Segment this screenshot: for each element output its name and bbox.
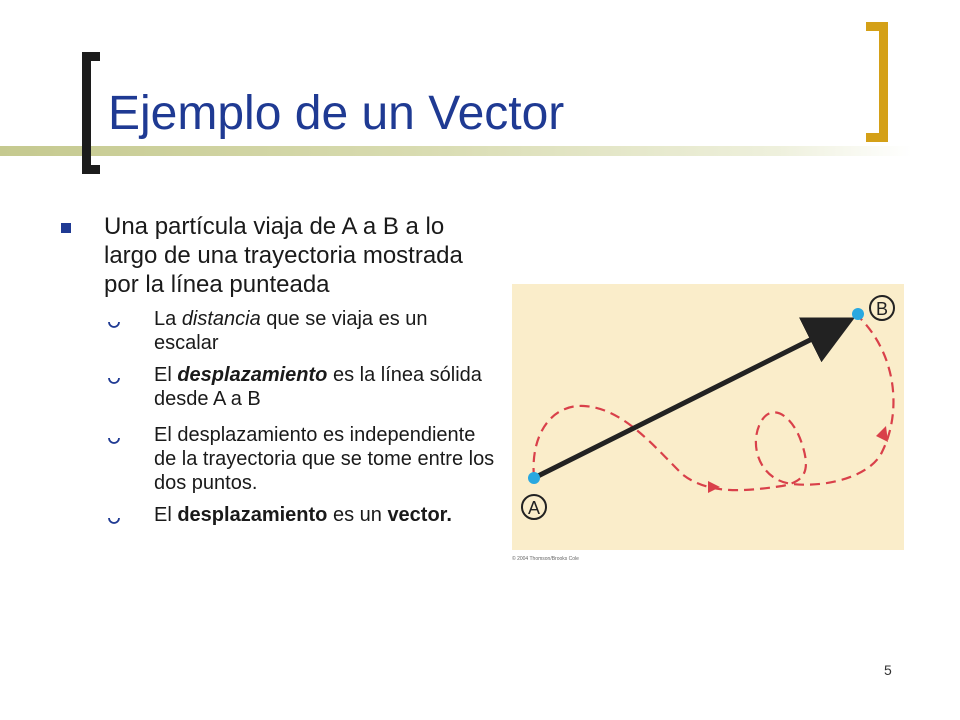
hollow-bullet-icon	[106, 312, 122, 328]
title-underline	[0, 146, 912, 156]
main-bullet-text: Una partícula viaja de A a B a lo largo de una trayectoria mostrada por la línea punteada	[104, 213, 463, 298]
sub4-text-strong: desplazamiento	[177, 504, 328, 526]
sub1-text-a: La	[154, 308, 182, 330]
sub1-text-em: distancia	[181, 308, 261, 330]
sub4-text-b: es un	[327, 504, 388, 526]
trajectory-diagram	[512, 284, 904, 550]
main-bullet	[56, 212, 496, 299]
sub-bullet-displacement-line	[56, 363, 496, 411]
sub-bullet-distance	[56, 307, 496, 355]
left-bracket-decoration	[82, 52, 100, 174]
hollow-bullet-icon	[106, 508, 122, 524]
point-b	[852, 308, 864, 320]
hollow-bullet-icon	[106, 428, 122, 444]
sub2-text-a: El	[154, 364, 178, 386]
sub2-text-strong: desplazamiento	[177, 364, 328, 386]
label-a: A	[527, 498, 541, 518]
sub2-text-b: es la línea sólida desde A a B	[154, 364, 482, 410]
label-b: B	[875, 299, 889, 319]
sub1-text-b: que se viaja es un escalar	[154, 308, 428, 354]
slide-title: Ejemplo de un Vector	[108, 87, 565, 140]
square-bullet-icon	[61, 223, 71, 233]
figure-copyright: © 2004 Thomson/Brooks Cole	[512, 556, 579, 562]
sub4-text-a: El	[154, 504, 178, 526]
hollow-bullet-icon	[106, 368, 122, 384]
sub4-text-strong2: vector.	[387, 504, 452, 526]
displacement-vector	[534, 322, 846, 478]
right-bracket-decoration	[866, 22, 888, 142]
path-arrowhead	[708, 481, 720, 493]
path-arrowhead	[876, 426, 888, 442]
sub-bullet-independent	[56, 423, 496, 495]
bullet-list	[56, 212, 496, 527]
dashed-trajectory-path	[534, 316, 894, 490]
displacement-figure	[512, 284, 904, 550]
sub-bullet-vector	[56, 503, 496, 527]
sub3-text: El desplazamiento es independiente de la trayectoria que se tome entre los dos puntos.	[154, 424, 495, 494]
point-a	[528, 472, 540, 484]
page-number: 5	[884, 662, 892, 678]
